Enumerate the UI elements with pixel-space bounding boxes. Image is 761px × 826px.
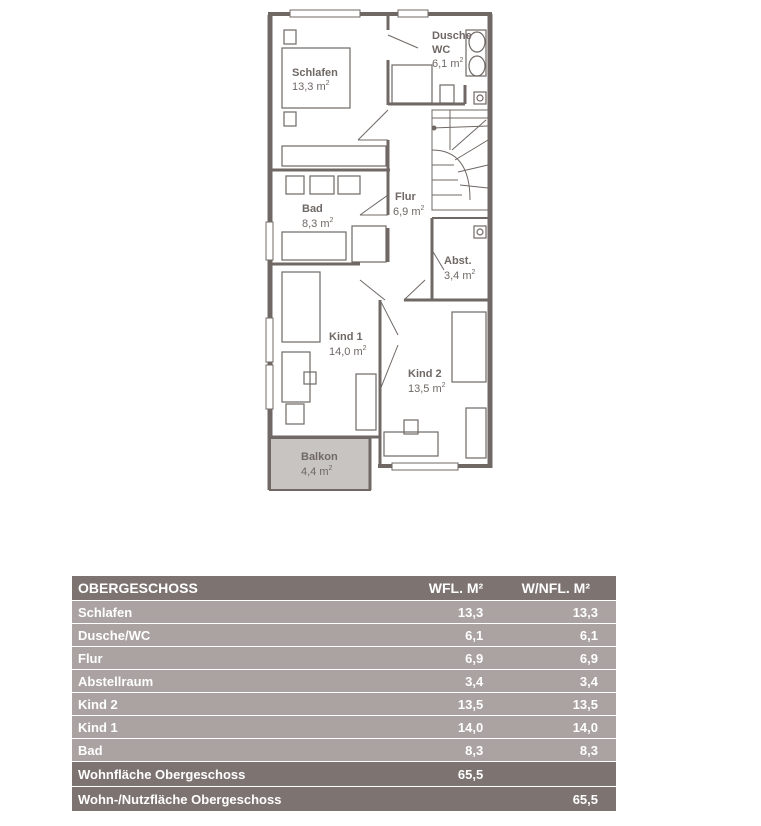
total-wfl: 65,5 xyxy=(393,762,489,787)
row-nfl: 14,0 xyxy=(489,716,616,739)
row-wfl: 13,5 xyxy=(393,693,489,716)
row-name: Bad xyxy=(72,739,393,762)
table-title: OBERGESCHOSS xyxy=(72,576,393,601)
room-name-bad: Bad xyxy=(302,203,323,215)
total-nfl xyxy=(489,762,616,787)
room-area-dusche: 6,1 $m^2$ xyxy=(432,57,464,70)
room-name-kind2: Kind 2 xyxy=(408,368,442,380)
row-name: Flur xyxy=(72,647,393,670)
total-row-nutzflaeche xyxy=(72,787,616,812)
table-row xyxy=(72,716,616,739)
room-area-bad: 8,3 $m^2$ xyxy=(302,217,334,230)
room-area-flur: 6,9 $m^2$ xyxy=(393,205,425,218)
room-area-balkon: 4,4 $m^2$ xyxy=(301,465,333,478)
row-nfl: 13,5 xyxy=(489,693,616,716)
table-row xyxy=(72,693,616,716)
room-labels xyxy=(292,30,476,478)
table-row xyxy=(72,670,616,693)
room-name-schlafen: Schlafen xyxy=(292,67,338,79)
area-table xyxy=(72,576,616,812)
table-row xyxy=(72,739,616,762)
total-name: Wohn-/Nutzfläche Obergeschoss xyxy=(72,787,393,812)
room-name-balkon: Balkon xyxy=(301,451,338,463)
room-name-dusche: Dusche xyxy=(432,30,472,42)
total-name: Wohnfläche Obergeschoss xyxy=(72,762,393,787)
row-wfl: 8,3 xyxy=(393,739,489,762)
room-area-schlafen: 13,3 $m^2$ xyxy=(292,80,330,93)
total-row-wohnflaeche xyxy=(72,762,616,787)
col-header-wfl: WFL. M² xyxy=(393,576,489,601)
table-row xyxy=(72,624,616,647)
room-area-abst: 3,4 $m^2$ xyxy=(444,269,476,282)
row-nfl: 8,3 xyxy=(489,739,616,762)
row-wfl: 6,1 xyxy=(393,624,489,647)
room-name-kind1: Kind 1 xyxy=(329,331,363,343)
row-name: Schlafen xyxy=(72,601,393,624)
row-nfl: 6,9 xyxy=(489,647,616,670)
row-nfl: 13,3 xyxy=(489,601,616,624)
row-nfl: 3,4 xyxy=(489,670,616,693)
row-name: Abstellraum xyxy=(72,670,393,693)
stairs xyxy=(432,110,488,210)
furniture xyxy=(282,30,486,458)
table-row xyxy=(72,647,616,670)
row-nfl: 6,1 xyxy=(489,624,616,647)
row-wfl: 13,3 xyxy=(393,601,489,624)
room-name-wc: WC xyxy=(432,44,451,56)
row-wfl: 6,9 xyxy=(393,647,489,670)
total-nfl: 65,5 xyxy=(489,787,616,812)
row-wfl: 14,0 xyxy=(393,716,489,739)
room-name-flur: Flur xyxy=(395,191,416,203)
total-wfl xyxy=(393,787,489,812)
room-area-kind1: 14,0 $m^2$ xyxy=(329,345,367,358)
col-header-nfl: W/NFL. M² xyxy=(489,576,616,601)
row-name: Dusche/WC xyxy=(72,624,393,647)
room-name-abst: Abst. xyxy=(444,255,472,267)
row-name: Kind 2 xyxy=(72,693,393,716)
area-table-header xyxy=(72,576,616,601)
row-name: Kind 1 xyxy=(72,716,393,739)
room-area-kind2: 13,5 $m^2$ xyxy=(408,382,446,395)
row-wfl: 3,4 xyxy=(393,670,489,693)
windows xyxy=(266,10,458,470)
table-row xyxy=(72,601,616,624)
